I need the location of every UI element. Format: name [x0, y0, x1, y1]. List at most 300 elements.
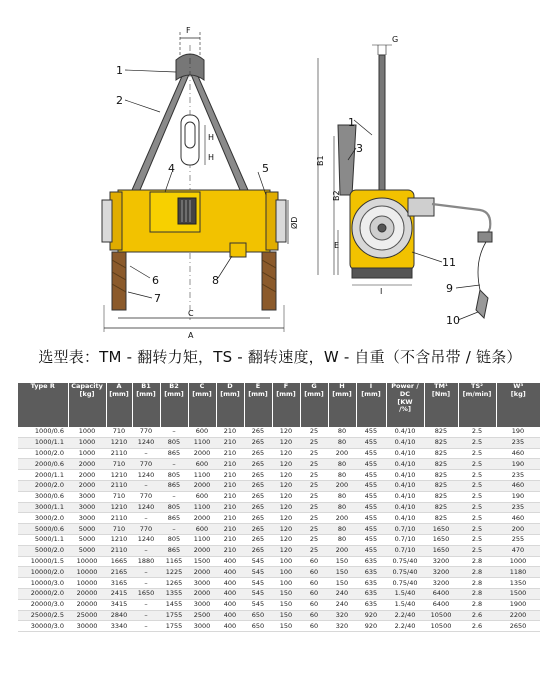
table-cell: 805: [160, 502, 188, 513]
table-cell: 0.7/10: [386, 534, 424, 545]
column-header-line: TS²: [471, 382, 483, 390]
table-cell: 190: [496, 427, 540, 437]
table-cell: 3000: [68, 502, 106, 513]
column-header-line: [mm]: [276, 389, 296, 398]
column-header: [132, 383, 160, 427]
table-cell: 235: [496, 437, 540, 448]
table-cell: 80: [328, 427, 356, 437]
table-cell: 10000: [68, 556, 106, 567]
table-cell: 2000/2.0: [18, 480, 68, 491]
table-cell: 600: [188, 524, 216, 535]
column-header-line: F: [283, 382, 289, 390]
table-cell: 30000/3.0: [18, 621, 68, 632]
table-cell: 2650: [496, 621, 540, 632]
table-cell: 2.6: [458, 621, 496, 632]
table-cell: 2.5: [458, 448, 496, 459]
table-cell: 265: [244, 470, 272, 481]
table-cell: 1000: [68, 427, 106, 437]
column-header: [188, 383, 216, 427]
table-cell: 200: [328, 513, 356, 524]
table-cell: 200: [496, 524, 540, 535]
table-cell: 100: [272, 556, 300, 567]
table-cell: 120: [272, 502, 300, 513]
selection-table: [18, 383, 540, 632]
table-cell: 2000/1.1: [18, 470, 68, 481]
table-row: [18, 513, 540, 524]
table-cell: 80: [328, 459, 356, 470]
table-cell: 400: [216, 599, 244, 610]
table-cell: 3200: [424, 578, 458, 589]
table-cell: 865: [160, 545, 188, 556]
column-header-line: /%]: [399, 405, 411, 414]
table-cell: 1240: [132, 437, 160, 448]
dim-D: ØD: [290, 216, 299, 229]
label-6: 6: [152, 274, 159, 287]
table-cell: 25000/2.5: [18, 610, 68, 621]
table-cell: 1.5/40: [386, 588, 424, 599]
table-cell: 265: [244, 480, 272, 491]
table-cell: 265: [244, 534, 272, 545]
table-cell: 120: [272, 480, 300, 491]
table-cell: 190: [496, 491, 540, 502]
table-row: [18, 588, 540, 599]
column-header: [160, 383, 188, 427]
table-cell: 1755: [160, 621, 188, 632]
column-header-line: A: [116, 382, 122, 390]
table-cell: –: [160, 459, 188, 470]
table-cell: 240: [328, 588, 356, 599]
table-cell: 25: [300, 448, 328, 459]
table-cell: 2.8: [458, 588, 496, 599]
table-cell: 3000: [68, 513, 106, 524]
table-cell: –: [160, 491, 188, 502]
table-cell: 80: [328, 470, 356, 481]
table-cell: 3000/2.0: [18, 513, 68, 524]
table-cell: 3000: [68, 491, 106, 502]
table-cell: 0.4/10: [386, 459, 424, 470]
table-cell: 3165: [106, 578, 132, 589]
table-cell: 0.75/40: [386, 556, 424, 567]
table-cell: 3200: [424, 556, 458, 567]
table-cell: 120: [272, 524, 300, 535]
table-cell: 2110: [106, 513, 132, 524]
table-cell: 2.8: [458, 567, 496, 578]
table-cell: 1000: [496, 556, 540, 567]
table-cell: 1650: [424, 545, 458, 556]
table-cell: 5000/1.1: [18, 534, 68, 545]
table-cell: –: [132, 480, 160, 491]
table-row: [18, 437, 540, 448]
table-cell: 455: [356, 534, 386, 545]
table-cell: 455: [356, 427, 386, 437]
table-cell: 1.5/40: [386, 599, 424, 610]
table-cell: 1500: [496, 588, 540, 599]
table-cell: 2110: [106, 545, 132, 556]
column-header-line: TM¹: [434, 382, 448, 390]
table-cell: 3000: [188, 599, 216, 610]
table-cell: 825: [424, 491, 458, 502]
table-cell: 120: [272, 545, 300, 556]
table-cell: 635: [356, 578, 386, 589]
selection-table-caption: 选型表：TM - 翻转力矩，TS - 翻转速度，W - 自重（不含吊带 / 链条）: [38, 348, 522, 366]
table-cell: –: [132, 513, 160, 524]
table-cell: 5000/0.6: [18, 524, 68, 535]
table-cell: 1650: [424, 524, 458, 535]
table-cell: 0.4/10: [386, 491, 424, 502]
table-cell: 1000/0.6: [18, 427, 68, 437]
table-cell: 455: [356, 437, 386, 448]
column-header: [386, 383, 424, 427]
table-cell: 60: [300, 610, 328, 621]
table-cell: 80: [328, 491, 356, 502]
table-cell: 0.4/10: [386, 513, 424, 524]
column-header: [328, 383, 356, 427]
table-cell: 0.7/10: [386, 545, 424, 556]
dim-I: I: [380, 287, 383, 296]
column-header: [216, 383, 244, 427]
table-cell: 0.4/10: [386, 437, 424, 448]
column-header-line: I: [369, 382, 373, 390]
table-cell: 20000/3.0: [18, 599, 68, 610]
column-header-line: Type R: [30, 382, 55, 390]
table-cell: 600: [188, 491, 216, 502]
table-row: [18, 459, 540, 470]
table-cell: 265: [244, 491, 272, 502]
table-cell: 2.5: [458, 502, 496, 513]
table-cell: 865: [160, 480, 188, 491]
table-cell: 805: [160, 470, 188, 481]
table-row: [18, 480, 540, 491]
table-cell: 1355: [160, 588, 188, 599]
table-cell: 1000: [68, 437, 106, 448]
table-cell: 120: [272, 513, 300, 524]
table-cell: 455: [356, 480, 386, 491]
table-cell: 0.4/10: [386, 502, 424, 513]
table-body: [18, 427, 540, 632]
table-row: [18, 491, 540, 502]
label-7: 7: [154, 292, 161, 305]
column-header-line: Capacity: [71, 382, 103, 390]
side-view: [318, 45, 492, 320]
table-cell: 80: [328, 437, 356, 448]
table-cell: 770: [132, 427, 160, 437]
label-r1: 1: [348, 116, 355, 129]
table-cell: 2.5: [458, 427, 496, 437]
table-cell: 10000/3.0: [18, 578, 68, 589]
table-cell: 2000/0.6: [18, 459, 68, 470]
table-cell: 825: [424, 513, 458, 524]
table-cell: 1210: [106, 502, 132, 513]
table-row: [18, 556, 540, 567]
dim-C: C: [188, 309, 194, 318]
table-cell: 210: [216, 470, 244, 481]
table-cell: 2000: [68, 480, 106, 491]
table-cell: 1100: [188, 470, 216, 481]
table-row: [18, 470, 540, 481]
table-cell: 10000: [68, 567, 106, 578]
table-cell: 1900: [496, 599, 540, 610]
table-row: [18, 502, 540, 513]
table-cell: 60: [300, 599, 328, 610]
table-cell: 0.7/10: [386, 524, 424, 535]
table-cell: 460: [496, 513, 540, 524]
table-cell: 60: [300, 588, 328, 599]
table-row: [18, 534, 540, 545]
table-cell: 25: [300, 459, 328, 470]
label-r11: 11: [442, 256, 456, 269]
table-cell: 1500: [188, 556, 216, 567]
table-cell: 3000: [188, 578, 216, 589]
label-5: 5: [262, 162, 269, 175]
table-cell: 460: [496, 480, 540, 491]
table-cell: –: [132, 610, 160, 621]
table-cell: 240: [328, 599, 356, 610]
table-cell: –: [132, 599, 160, 610]
table-cell: 650: [244, 621, 272, 632]
column-header-line: [mm]: [361, 389, 381, 398]
table-cell: 1210: [106, 470, 132, 481]
table-cell: 1265: [160, 578, 188, 589]
table-cell: 120: [272, 459, 300, 470]
table-cell: 455: [356, 448, 386, 459]
table-cell: 60: [300, 556, 328, 567]
dim-E: E: [334, 241, 340, 250]
table-cell: 460: [496, 448, 540, 459]
table-cell: 2415: [106, 588, 132, 599]
table-cell: 2.5: [458, 534, 496, 545]
table-cell: 210: [216, 513, 244, 524]
table-cell: 320: [328, 621, 356, 632]
table-cell: 150: [328, 567, 356, 578]
table-cell: 770: [132, 459, 160, 470]
column-header: [68, 383, 106, 427]
table-cell: 1225: [160, 567, 188, 578]
table-cell: 825: [424, 502, 458, 513]
table-cell: –: [132, 448, 160, 459]
table-cell: 710: [106, 427, 132, 437]
table-cell: 30000: [68, 621, 106, 632]
table-cell: 265: [244, 524, 272, 535]
column-header-line: [m/min]: [462, 389, 492, 398]
table-cell: 3415: [106, 599, 132, 610]
side-view-labels: [316, 35, 460, 327]
table-cell: 545: [244, 588, 272, 599]
table-cell: 2000: [188, 567, 216, 578]
column-header-line: [mm]: [332, 389, 352, 398]
table-cell: 1000: [68, 448, 106, 459]
table-cell: 80: [328, 534, 356, 545]
column-header-line: [mm]: [192, 389, 212, 398]
table-cell: 20000: [68, 599, 106, 610]
table-cell: 545: [244, 567, 272, 578]
table-cell: –: [132, 567, 160, 578]
dim-H1: H: [208, 133, 215, 142]
label-8: 8: [212, 274, 219, 287]
table-cell: 200: [328, 545, 356, 556]
dim-H2: H: [208, 153, 215, 162]
table-cell: 455: [356, 502, 386, 513]
table-cell: 5000/2.0: [18, 545, 68, 556]
table-cell: 120: [272, 427, 300, 437]
table-cell: 635: [356, 556, 386, 567]
table-cell: 25: [300, 534, 328, 545]
table-cell: 3340: [106, 621, 132, 632]
table-row: [18, 599, 540, 610]
table-cell: 770: [132, 491, 160, 502]
column-header-line: E: [255, 382, 261, 390]
label-1: 1: [116, 64, 123, 77]
table-header-row: [18, 383, 540, 427]
table-cell: –: [160, 427, 188, 437]
table-cell: 2.2/40: [386, 610, 424, 621]
table-cell: 10000/2.0: [18, 567, 68, 578]
table-cell: 710: [106, 491, 132, 502]
table-cell: 2000: [68, 459, 106, 470]
table-cell: 400: [216, 567, 244, 578]
table-row: [18, 578, 540, 589]
table-cell: 5000: [68, 534, 106, 545]
table-cell: 1210: [106, 534, 132, 545]
table-cell: 25000: [68, 610, 106, 621]
table-cell: 0.4/10: [386, 480, 424, 491]
table-cell: 25: [300, 524, 328, 535]
column-header-line: [mm]: [109, 389, 129, 398]
label-r10: 10: [446, 314, 460, 327]
table-cell: 920: [356, 610, 386, 621]
table-cell: 1240: [132, 502, 160, 513]
table-cell: 265: [244, 502, 272, 513]
table-row: [18, 567, 540, 578]
table-cell: 805: [160, 534, 188, 545]
table-cell: –: [160, 524, 188, 535]
table-cell: 80: [328, 524, 356, 535]
table-cell: 2840: [106, 610, 132, 621]
table-cell: 150: [328, 556, 356, 567]
table-row: [18, 545, 540, 556]
column-header-line: B2: [169, 382, 179, 390]
table-cell: 2000: [188, 448, 216, 459]
table-cell: 200: [328, 448, 356, 459]
table-cell: 3000: [188, 621, 216, 632]
table-cell: 120: [272, 470, 300, 481]
table-cell: 120: [272, 448, 300, 459]
table-cell: 235: [496, 502, 540, 513]
table-cell: 210: [216, 437, 244, 448]
table-cell: 6400: [424, 599, 458, 610]
label-2: 2: [116, 94, 123, 107]
column-header-line: [Nm]: [431, 389, 451, 398]
table-cell: 825: [424, 437, 458, 448]
table-cell: 455: [356, 524, 386, 535]
table-cell: 0.4/10: [386, 470, 424, 481]
table-cell: 2500: [188, 610, 216, 621]
table-row: [18, 448, 540, 459]
table-cell: 2000: [188, 588, 216, 599]
column-header-line: [mm]: [304, 389, 324, 398]
table-cell: 210: [216, 502, 244, 513]
table-cell: 120: [272, 491, 300, 502]
table-cell: 400: [216, 588, 244, 599]
table-cell: 25: [300, 502, 328, 513]
table-cell: 2.5: [458, 459, 496, 470]
label-r3: 3: [356, 142, 363, 155]
column-header-line: C: [199, 382, 205, 390]
table-cell: 2165: [106, 567, 132, 578]
table-cell: 10500: [424, 621, 458, 632]
table-cell: 0.75/40: [386, 578, 424, 589]
table-cell: 10500: [424, 610, 458, 621]
table-row: [18, 427, 540, 437]
table-cell: 100: [272, 578, 300, 589]
table-cell: 650: [244, 610, 272, 621]
table-cell: 25: [300, 513, 328, 524]
table-cell: 25: [300, 545, 328, 556]
column-header-line: D: [227, 382, 233, 390]
column-header-line: [mm]: [164, 389, 184, 398]
table-cell: 265: [244, 513, 272, 524]
table-cell: 1000/2.0: [18, 448, 68, 459]
table-cell: 545: [244, 578, 272, 589]
column-header-line: W³: [513, 382, 524, 390]
table-cell: 865: [160, 513, 188, 524]
table-cell: 770: [132, 524, 160, 535]
table-cell: 2.2/40: [386, 621, 424, 632]
table-cell: 710: [106, 524, 132, 535]
table-cell: 235: [496, 470, 540, 481]
table-cell: 2.5: [458, 480, 496, 491]
column-header: [356, 383, 386, 427]
table-cell: 1650: [132, 588, 160, 599]
table-cell: 1665: [106, 556, 132, 567]
table-cell: 455: [356, 545, 386, 556]
table-cell: 635: [356, 567, 386, 578]
dim-A: A: [188, 331, 194, 340]
label-r9: 9: [446, 282, 453, 295]
table-cell: 1210: [106, 437, 132, 448]
dim-B2: B2: [332, 190, 341, 201]
table-cell: 400: [216, 621, 244, 632]
table-cell: 1240: [132, 470, 160, 481]
column-header: [424, 383, 458, 427]
table-cell: 400: [216, 610, 244, 621]
table-cell: 455: [356, 470, 386, 481]
table-cell: 2.5: [458, 524, 496, 535]
column-header-line: [mm]: [248, 389, 268, 398]
table-cell: 2200: [496, 610, 540, 621]
table-cell: 2.5: [458, 491, 496, 502]
table-cell: 2.5: [458, 513, 496, 524]
column-header: [106, 383, 132, 427]
table-cell: 455: [356, 459, 386, 470]
table-cell: 825: [424, 427, 458, 437]
table-cell: 210: [216, 545, 244, 556]
table-cell: 600: [188, 427, 216, 437]
table-cell: 25: [300, 437, 328, 448]
table-cell: 60: [300, 567, 328, 578]
table-row: [18, 621, 540, 632]
table-cell: 805: [160, 437, 188, 448]
table-cell: 210: [216, 480, 244, 491]
table-cell: 25: [300, 427, 328, 437]
table-cell: 20000: [68, 588, 106, 599]
table-cell: 3000/1.1: [18, 502, 68, 513]
table-row: [18, 524, 540, 535]
table-row: [18, 610, 540, 621]
table-cell: 3000/0.6: [18, 491, 68, 502]
table-cell: 400: [216, 556, 244, 567]
column-header-line: [mm]: [220, 389, 240, 398]
table-cell: 2000: [188, 480, 216, 491]
